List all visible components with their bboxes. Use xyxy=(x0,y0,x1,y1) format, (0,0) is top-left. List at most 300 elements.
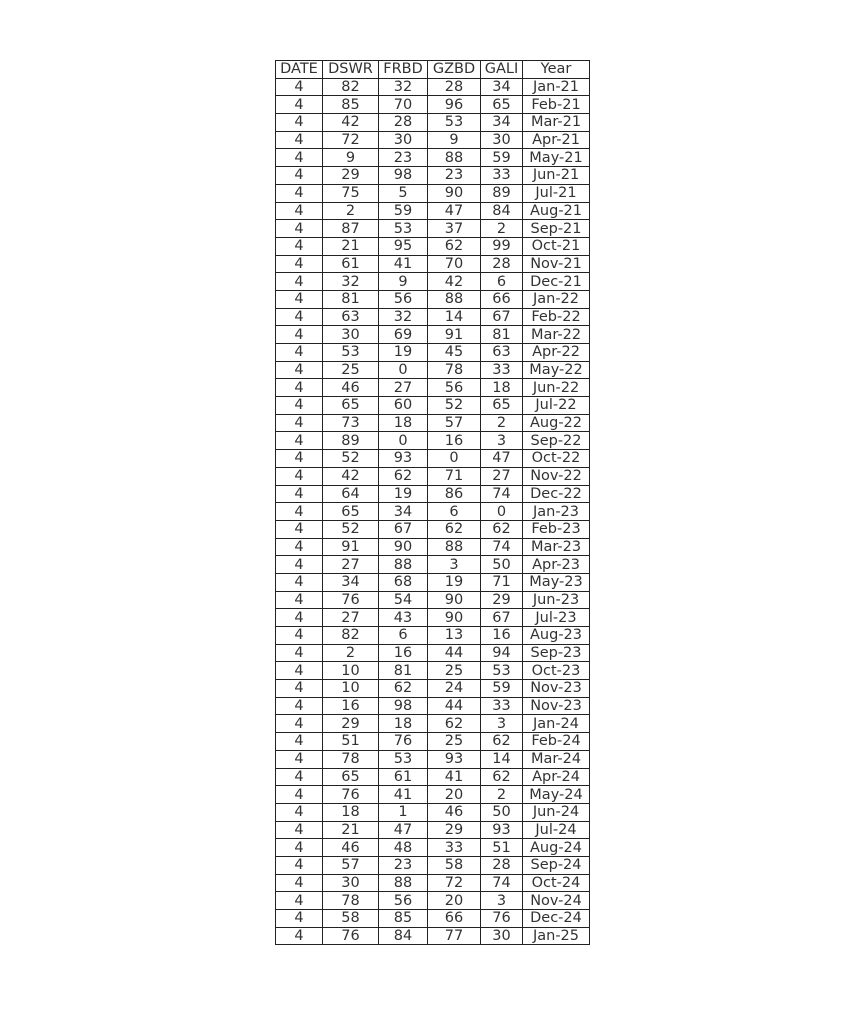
cell-year: Sep-21 xyxy=(523,220,590,238)
cell-frbd: 5 xyxy=(379,184,428,202)
table-row xyxy=(276,538,590,556)
cell-date: 4 xyxy=(276,538,323,556)
cell-gali: 94 xyxy=(481,644,523,662)
cell-date: 4 xyxy=(276,715,323,733)
cell-gali: 47 xyxy=(481,450,523,468)
cell-year: Dec-22 xyxy=(523,485,590,503)
cell-date: 4 xyxy=(276,591,323,609)
cell-gzbd: 33 xyxy=(428,839,481,857)
cell-gali: 2 xyxy=(481,220,523,238)
cell-frbd: 6 xyxy=(379,627,428,645)
cell-date: 4 xyxy=(276,361,323,379)
table-row xyxy=(276,644,590,662)
cell-gali: 67 xyxy=(481,609,523,627)
header-row xyxy=(276,61,590,79)
table-row xyxy=(276,450,590,468)
cell-dswr: 9 xyxy=(323,149,379,167)
cell-dswr: 82 xyxy=(323,78,379,96)
cell-frbd: 56 xyxy=(379,290,428,308)
cell-dswr: 63 xyxy=(323,308,379,326)
cell-year: Jul-24 xyxy=(523,821,590,839)
cell-date: 4 xyxy=(276,255,323,273)
cell-gali: 16 xyxy=(481,627,523,645)
cell-gzbd: 37 xyxy=(428,220,481,238)
header-dswr: DSWR xyxy=(323,61,379,79)
cell-date: 4 xyxy=(276,485,323,503)
cell-year: May-23 xyxy=(523,573,590,591)
cell-frbd: 18 xyxy=(379,414,428,432)
cell-dswr: 76 xyxy=(323,591,379,609)
cell-frbd: 90 xyxy=(379,538,428,556)
cell-year: Dec-24 xyxy=(523,910,590,928)
table-row xyxy=(276,627,590,645)
cell-gali: 33 xyxy=(481,361,523,379)
cell-dswr: 52 xyxy=(323,450,379,468)
cell-gzbd: 45 xyxy=(428,344,481,362)
cell-dswr: 42 xyxy=(323,114,379,132)
cell-gzbd: 96 xyxy=(428,96,481,114)
cell-gzbd: 71 xyxy=(428,467,481,485)
cell-dswr: 32 xyxy=(323,273,379,291)
cell-gzbd: 90 xyxy=(428,609,481,627)
table-header xyxy=(276,61,590,79)
cell-gzbd: 58 xyxy=(428,856,481,874)
cell-gali: 65 xyxy=(481,96,523,114)
cell-year: Aug-21 xyxy=(523,202,590,220)
header-year: Year xyxy=(523,61,590,79)
cell-gzbd: 62 xyxy=(428,237,481,255)
cell-gzbd: 78 xyxy=(428,361,481,379)
cell-dswr: 25 xyxy=(323,361,379,379)
cell-year: Aug-23 xyxy=(523,627,590,645)
cell-gzbd: 20 xyxy=(428,786,481,804)
cell-gali: 62 xyxy=(481,768,523,786)
cell-frbd: 61 xyxy=(379,768,428,786)
cell-dswr: 52 xyxy=(323,520,379,538)
table-row xyxy=(276,786,590,804)
cell-year: Apr-21 xyxy=(523,131,590,149)
cell-dswr: 2 xyxy=(323,202,379,220)
cell-gzbd: 44 xyxy=(428,644,481,662)
cell-date: 4 xyxy=(276,131,323,149)
cell-dswr: 29 xyxy=(323,167,379,185)
cell-date: 4 xyxy=(276,149,323,167)
cell-date: 4 xyxy=(276,503,323,521)
cell-frbd: 59 xyxy=(379,202,428,220)
cell-gzbd: 62 xyxy=(428,520,481,538)
cell-gali: 34 xyxy=(481,114,523,132)
cell-dswr: 89 xyxy=(323,432,379,450)
table-row xyxy=(276,290,590,308)
cell-year: Apr-24 xyxy=(523,768,590,786)
cell-year: Nov-23 xyxy=(523,697,590,715)
table-row xyxy=(276,344,590,362)
cell-gzbd: 91 xyxy=(428,326,481,344)
cell-gali: 65 xyxy=(481,397,523,415)
cell-gzbd: 77 xyxy=(428,927,481,945)
cell-dswr: 30 xyxy=(323,874,379,892)
cell-date: 4 xyxy=(276,273,323,291)
cell-date: 4 xyxy=(276,680,323,698)
cell-year: Sep-24 xyxy=(523,856,590,874)
cell-gzbd: 46 xyxy=(428,803,481,821)
cell-date: 4 xyxy=(276,644,323,662)
cell-year: Oct-22 xyxy=(523,450,590,468)
cell-gzbd: 14 xyxy=(428,308,481,326)
cell-gzbd: 16 xyxy=(428,432,481,450)
cell-year: Sep-22 xyxy=(523,432,590,450)
cell-dswr: 65 xyxy=(323,768,379,786)
table-row xyxy=(276,397,590,415)
table-row xyxy=(276,520,590,538)
cell-frbd: 84 xyxy=(379,927,428,945)
table-row xyxy=(276,821,590,839)
cell-dswr: 75 xyxy=(323,184,379,202)
cell-gali: 3 xyxy=(481,892,523,910)
cell-frbd: 19 xyxy=(379,344,428,362)
cell-year: Oct-21 xyxy=(523,237,590,255)
cell-date: 4 xyxy=(276,237,323,255)
cell-gzbd: 29 xyxy=(428,821,481,839)
cell-gali: 93 xyxy=(481,821,523,839)
cell-year: Jan-24 xyxy=(523,715,590,733)
table-row xyxy=(276,609,590,627)
cell-frbd: 70 xyxy=(379,96,428,114)
cell-year: Jun-23 xyxy=(523,591,590,609)
cell-frbd: 62 xyxy=(379,680,428,698)
cell-dswr: 85 xyxy=(323,96,379,114)
cell-frbd: 85 xyxy=(379,910,428,928)
cell-frbd: 23 xyxy=(379,149,428,167)
cell-gzbd: 90 xyxy=(428,591,481,609)
cell-date: 4 xyxy=(276,184,323,202)
cell-gzbd: 25 xyxy=(428,733,481,751)
cell-frbd: 18 xyxy=(379,715,428,733)
cell-dswr: 91 xyxy=(323,538,379,556)
cell-year: May-21 xyxy=(523,149,590,167)
cell-dswr: 78 xyxy=(323,750,379,768)
cell-date: 4 xyxy=(276,856,323,874)
cell-year: Jun-24 xyxy=(523,803,590,821)
cell-year: Aug-24 xyxy=(523,839,590,857)
cell-gzbd: 6 xyxy=(428,503,481,521)
cell-year: May-22 xyxy=(523,361,590,379)
cell-gali: 3 xyxy=(481,432,523,450)
cell-dswr: 2 xyxy=(323,644,379,662)
cell-gzbd: 13 xyxy=(428,627,481,645)
cell-date: 4 xyxy=(276,733,323,751)
cell-dswr: 46 xyxy=(323,379,379,397)
cell-date: 4 xyxy=(276,821,323,839)
table-row xyxy=(276,697,590,715)
cell-dswr: 57 xyxy=(323,856,379,874)
cell-year: Jan-22 xyxy=(523,290,590,308)
cell-dswr: 87 xyxy=(323,220,379,238)
table-row xyxy=(276,361,590,379)
cell-date: 4 xyxy=(276,344,323,362)
cell-date: 4 xyxy=(276,414,323,432)
cell-gzbd: 42 xyxy=(428,273,481,291)
cell-year: Feb-22 xyxy=(523,308,590,326)
cell-frbd: 88 xyxy=(379,874,428,892)
cell-frbd: 32 xyxy=(379,308,428,326)
table-row xyxy=(276,750,590,768)
cell-frbd: 0 xyxy=(379,361,428,379)
cell-gzbd: 88 xyxy=(428,290,481,308)
cell-gali: 81 xyxy=(481,326,523,344)
cell-gzbd: 53 xyxy=(428,114,481,132)
cell-year: Apr-23 xyxy=(523,556,590,574)
cell-frbd: 93 xyxy=(379,450,428,468)
cell-gali: 33 xyxy=(481,167,523,185)
cell-frbd: 56 xyxy=(379,892,428,910)
cell-dswr: 65 xyxy=(323,503,379,521)
cell-gali: 53 xyxy=(481,662,523,680)
cell-year: Oct-23 xyxy=(523,662,590,680)
cell-frbd: 23 xyxy=(379,856,428,874)
cell-year: Jul-22 xyxy=(523,397,590,415)
cell-gali: 6 xyxy=(481,273,523,291)
cell-date: 4 xyxy=(276,910,323,928)
cell-gali: 66 xyxy=(481,290,523,308)
cell-year: Jun-22 xyxy=(523,379,590,397)
table-row xyxy=(276,503,590,521)
cell-frbd: 98 xyxy=(379,167,428,185)
cell-year: Jul-23 xyxy=(523,609,590,627)
data-table xyxy=(275,60,590,945)
cell-frbd: 48 xyxy=(379,839,428,857)
table-row xyxy=(276,768,590,786)
cell-gzbd: 19 xyxy=(428,573,481,591)
cell-gali: 74 xyxy=(481,538,523,556)
cell-gzbd: 88 xyxy=(428,538,481,556)
cell-frbd: 62 xyxy=(379,467,428,485)
table-row xyxy=(276,874,590,892)
cell-date: 4 xyxy=(276,114,323,132)
table-row xyxy=(276,927,590,945)
cell-year: Dec-21 xyxy=(523,273,590,291)
cell-date: 4 xyxy=(276,839,323,857)
cell-gali: 29 xyxy=(481,591,523,609)
table-row xyxy=(276,237,590,255)
cell-dswr: 27 xyxy=(323,609,379,627)
cell-date: 4 xyxy=(276,78,323,96)
table-row xyxy=(276,131,590,149)
cell-gzbd: 41 xyxy=(428,768,481,786)
cell-year: Feb-24 xyxy=(523,733,590,751)
cell-date: 4 xyxy=(276,627,323,645)
cell-dswr: 21 xyxy=(323,821,379,839)
table-row xyxy=(276,715,590,733)
cell-dswr: 73 xyxy=(323,414,379,432)
cell-frbd: 16 xyxy=(379,644,428,662)
cell-date: 4 xyxy=(276,326,323,344)
cell-year: Jun-21 xyxy=(523,167,590,185)
cell-gali: 14 xyxy=(481,750,523,768)
cell-year: Aug-22 xyxy=(523,414,590,432)
cell-year: Feb-23 xyxy=(523,520,590,538)
cell-gali: 84 xyxy=(481,202,523,220)
cell-date: 4 xyxy=(276,397,323,415)
cell-gali: 89 xyxy=(481,184,523,202)
cell-year: Nov-21 xyxy=(523,255,590,273)
cell-gzbd: 90 xyxy=(428,184,481,202)
cell-year: Nov-23 xyxy=(523,680,590,698)
cell-dswr: 10 xyxy=(323,680,379,698)
cell-dswr: 76 xyxy=(323,786,379,804)
cell-gali: 33 xyxy=(481,697,523,715)
cell-frbd: 9 xyxy=(379,273,428,291)
table-row xyxy=(276,910,590,928)
cell-year: Mar-23 xyxy=(523,538,590,556)
cell-date: 4 xyxy=(276,167,323,185)
cell-gali: 18 xyxy=(481,379,523,397)
cell-date: 4 xyxy=(276,556,323,574)
table-row xyxy=(276,432,590,450)
cell-gzbd: 24 xyxy=(428,680,481,698)
cell-gali: 62 xyxy=(481,733,523,751)
table-row xyxy=(276,591,590,609)
cell-gzbd: 93 xyxy=(428,750,481,768)
cell-dswr: 61 xyxy=(323,255,379,273)
table-row xyxy=(276,733,590,751)
cell-gali: 74 xyxy=(481,874,523,892)
cell-frbd: 0 xyxy=(379,432,428,450)
cell-dswr: 76 xyxy=(323,927,379,945)
cell-dswr: 46 xyxy=(323,839,379,857)
cell-date: 4 xyxy=(276,220,323,238)
cell-gali: 63 xyxy=(481,344,523,362)
cell-frbd: 30 xyxy=(379,131,428,149)
cell-dswr: 27 xyxy=(323,556,379,574)
cell-date: 4 xyxy=(276,308,323,326)
cell-date: 4 xyxy=(276,290,323,308)
cell-date: 4 xyxy=(276,662,323,680)
cell-gzbd: 47 xyxy=(428,202,481,220)
table-row xyxy=(276,308,590,326)
cell-gali: 50 xyxy=(481,556,523,574)
cell-gali: 76 xyxy=(481,910,523,928)
table-row xyxy=(276,220,590,238)
cell-year: Feb-21 xyxy=(523,96,590,114)
cell-frbd: 60 xyxy=(379,397,428,415)
cell-gzbd: 9 xyxy=(428,131,481,149)
cell-frbd: 76 xyxy=(379,733,428,751)
cell-frbd: 67 xyxy=(379,520,428,538)
table-row xyxy=(276,149,590,167)
cell-date: 4 xyxy=(276,786,323,804)
cell-year: Jan-21 xyxy=(523,78,590,96)
table-row xyxy=(276,680,590,698)
cell-gzbd: 66 xyxy=(428,910,481,928)
table-row xyxy=(276,856,590,874)
table-row xyxy=(276,839,590,857)
cell-gali: 27 xyxy=(481,467,523,485)
cell-gali: 0 xyxy=(481,503,523,521)
cell-gali: 71 xyxy=(481,573,523,591)
cell-dswr: 34 xyxy=(323,573,379,591)
cell-gzbd: 23 xyxy=(428,167,481,185)
cell-frbd: 32 xyxy=(379,78,428,96)
cell-gali: 2 xyxy=(481,786,523,804)
table-row xyxy=(276,467,590,485)
cell-frbd: 41 xyxy=(379,255,428,273)
cell-date: 4 xyxy=(276,432,323,450)
cell-year: Sep-23 xyxy=(523,644,590,662)
cell-gali: 2 xyxy=(481,414,523,432)
cell-gzbd: 44 xyxy=(428,697,481,715)
cell-gzbd: 70 xyxy=(428,255,481,273)
cell-date: 4 xyxy=(276,450,323,468)
cell-date: 4 xyxy=(276,379,323,397)
cell-gali: 30 xyxy=(481,131,523,149)
cell-gali: 28 xyxy=(481,856,523,874)
table-row xyxy=(276,662,590,680)
cell-gali: 59 xyxy=(481,149,523,167)
cell-frbd: 34 xyxy=(379,503,428,521)
cell-date: 4 xyxy=(276,697,323,715)
cell-frbd: 68 xyxy=(379,573,428,591)
cell-gzbd: 62 xyxy=(428,715,481,733)
cell-date: 4 xyxy=(276,750,323,768)
cell-dswr: 16 xyxy=(323,697,379,715)
cell-date: 4 xyxy=(276,874,323,892)
cell-year: Jul-21 xyxy=(523,184,590,202)
cell-date: 4 xyxy=(276,520,323,538)
table-row xyxy=(276,167,590,185)
cell-dswr: 78 xyxy=(323,892,379,910)
table-row xyxy=(276,803,590,821)
cell-gali: 34 xyxy=(481,78,523,96)
cell-year: Jan-23 xyxy=(523,503,590,521)
cell-gali: 28 xyxy=(481,255,523,273)
cell-gzbd: 0 xyxy=(428,450,481,468)
cell-dswr: 10 xyxy=(323,662,379,680)
table-row xyxy=(276,414,590,432)
cell-dswr: 65 xyxy=(323,397,379,415)
table-row xyxy=(276,255,590,273)
cell-gzbd: 28 xyxy=(428,78,481,96)
table-row xyxy=(276,96,590,114)
cell-frbd: 47 xyxy=(379,821,428,839)
cell-dswr: 82 xyxy=(323,627,379,645)
cell-dswr: 30 xyxy=(323,326,379,344)
table-row xyxy=(276,78,590,96)
table-row xyxy=(276,485,590,503)
cell-dswr: 53 xyxy=(323,344,379,362)
cell-frbd: 98 xyxy=(379,697,428,715)
table-row xyxy=(276,892,590,910)
cell-year: Jan-25 xyxy=(523,927,590,945)
cell-year: May-24 xyxy=(523,786,590,804)
cell-year: Oct-24 xyxy=(523,874,590,892)
cell-dswr: 18 xyxy=(323,803,379,821)
cell-frbd: 43 xyxy=(379,609,428,627)
cell-gali: 3 xyxy=(481,715,523,733)
cell-year: Mar-24 xyxy=(523,750,590,768)
header-gzbd: GZBD xyxy=(428,61,481,79)
cell-dswr: 72 xyxy=(323,131,379,149)
cell-dswr: 64 xyxy=(323,485,379,503)
cell-date: 4 xyxy=(276,803,323,821)
cell-gali: 74 xyxy=(481,485,523,503)
cell-dswr: 42 xyxy=(323,467,379,485)
cell-frbd: 53 xyxy=(379,220,428,238)
table-row xyxy=(276,184,590,202)
cell-date: 4 xyxy=(276,96,323,114)
cell-gzbd: 72 xyxy=(428,874,481,892)
cell-year: Nov-24 xyxy=(523,892,590,910)
